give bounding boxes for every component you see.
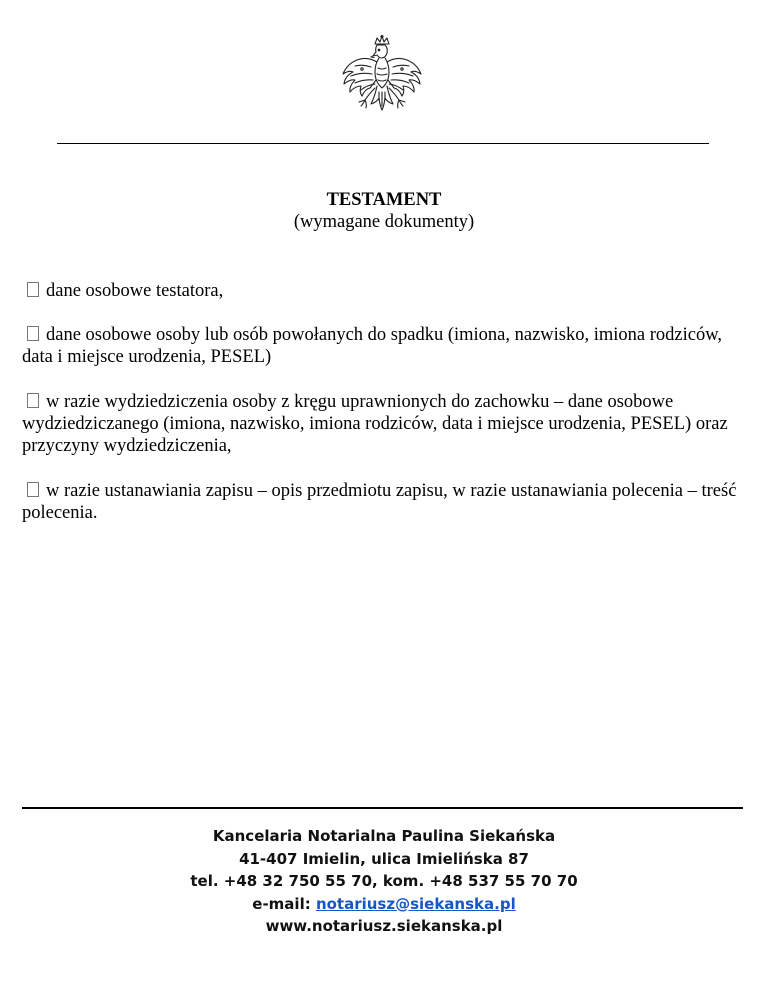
checkbox-empty-icon [27, 393, 39, 408]
checkbox-empty-icon [27, 326, 39, 341]
list-item [22, 391, 738, 457]
list-item [22, 480, 738, 524]
office-email-line [0, 893, 768, 916]
office-website: www.notariusz.siekanska.pl [265, 917, 503, 935]
required-documents-list [22, 280, 738, 544]
footer [0, 825, 768, 938]
email-link[interactable]: notariusz@siekanska.pl [315, 894, 516, 913]
office-name: Kancelaria Notarialna Paulina Siekańska [212, 827, 556, 845]
list-item [22, 324, 738, 368]
list-item-text: w razie wydziedziczenia osoby z kręgu uprawnionych do zachowku – dane osobowe wydziedziczanego (imiona, nazwisko, imiona rodziców, data i miejsce urodzenia, PESEL) oraz przyczyny wydziedziczenia, [22, 392, 728, 456]
office-phone: tel. +48 32 750 55 70, kom. +48 537 55 70 70 [190, 872, 578, 890]
email-label: e-mail: [252, 894, 316, 913]
office-address: 41-407 Imielin, ulica Imielińska 87 [239, 849, 529, 868]
checkbox-empty-icon [27, 482, 39, 497]
title-block [0, 189, 768, 233]
list-item [22, 280, 738, 302]
document-title: TESTAMENT [326, 190, 442, 210]
list-item-text: w razie ustanawiania zapisu – opis przedmiotu zapisu, w razie ustanawiania polecenia – treść polecenia. [22, 481, 737, 523]
list-item-text: dane osobowe osoby lub osób powołanych do spadku (imiona, nazwisko, imiona rodziców, data i miejsce urodzenia, PESEL) [22, 325, 722, 367]
polish-eagle-emblem-icon [337, 34, 427, 122]
document-subtitle: (wymagane dokumenty) [293, 212, 475, 232]
list-item-text: dane osobowe testatora, [46, 281, 224, 301]
top-divider [57, 143, 709, 144]
checkbox-empty-icon [27, 282, 39, 297]
footer-divider [22, 807, 743, 809]
